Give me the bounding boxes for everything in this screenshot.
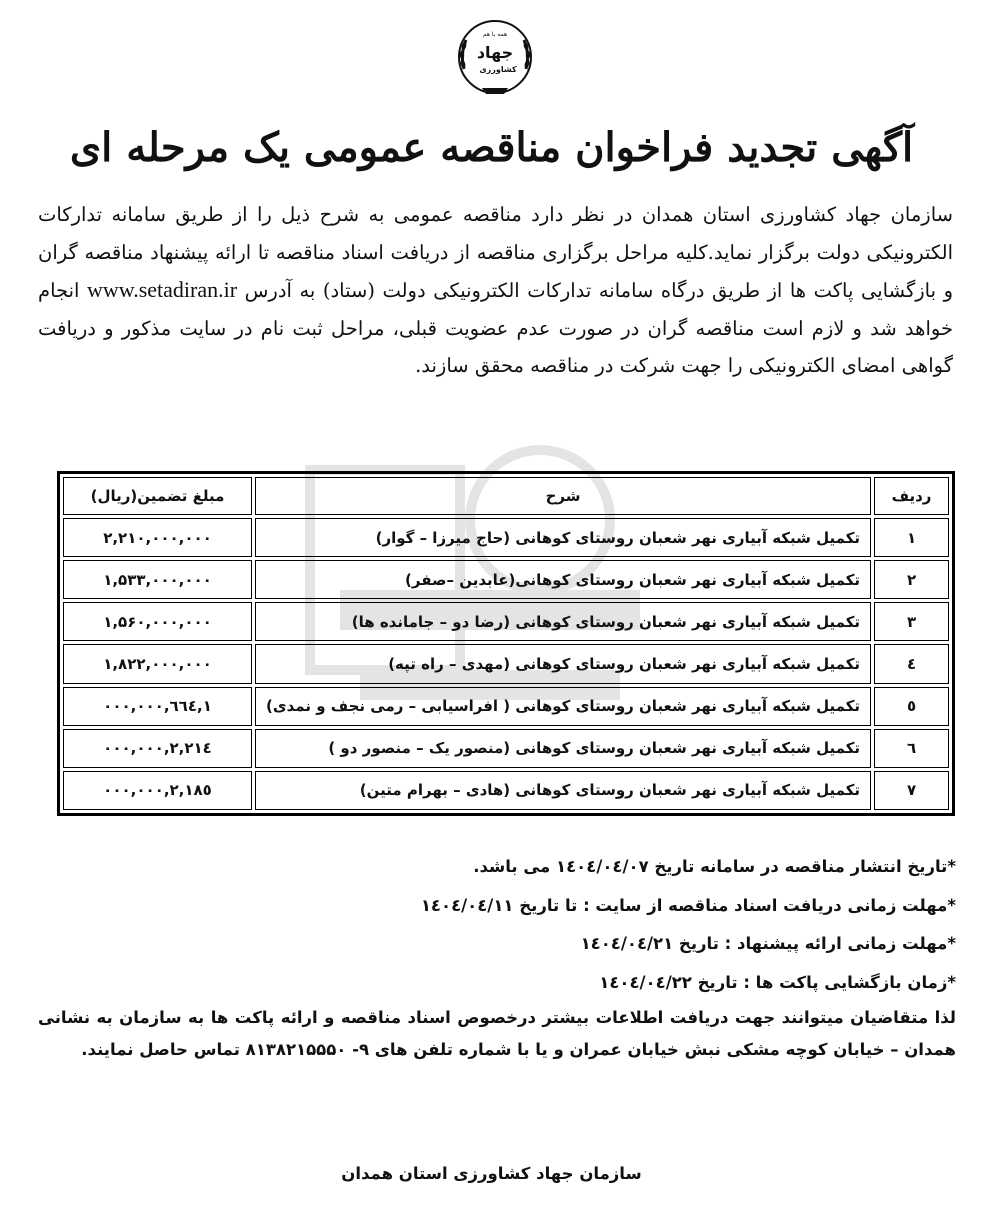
note-document-deadline: *مهلت زمانی دریافت اسناد مناقصه از سایت : تا تاریخ ۱٤۰٤/۰٤/۱۱	[420, 895, 956, 915]
row-description: تکمیل شبکه آبیاری نهر شعبان روستای کوهانی ( افراسیابی – رمی نجف و نمدی)	[255, 687, 871, 726]
row-guarantee-amount: ۲,۱۸٥,۰۰۰,۰۰۰	[63, 771, 252, 810]
intro-text-part2: انجام خواهد شد و لازم است مناقصه گران در صورت عدم عضویت قبلی، مراحل ثبت نام در سایت مذکور و دریافت گواهی امضای الکترونیکی را جهت شرکت در مناقصه محقق سازند.	[38, 279, 953, 377]
table-row	[63, 729, 949, 768]
row-guarantee-amount: ۱,۵۶۰,۰۰۰,۰۰۰	[63, 602, 252, 641]
row-description: تکمیل شبکه آبیاری نهر شعبان روستای کوهانی (هادی – بهرام متین)	[255, 771, 871, 810]
row-guarantee-amount: ۲,۲۱٤,۰۰۰,۰۰۰	[63, 729, 252, 768]
row-number: ۱	[874, 518, 949, 557]
header-row-number: ردیف	[874, 477, 949, 515]
table-row	[63, 518, 949, 557]
setad-url-link[interactable]: www.setadiran.ir	[86, 277, 238, 302]
row-guarantee-amount: ۱,۸۲۲,۰۰۰,۰۰۰	[63, 644, 252, 683]
table-row	[63, 771, 949, 810]
note-proposal-deadline: *مهلت زمانی ارائه پیشنهاد : تاریخ ۱٤۰٤/۰٤/۲۱	[580, 934, 956, 953]
logo-text-main: جهاد	[476, 43, 514, 62]
jihad-keshavarzi-emblem-icon	[452, 14, 538, 100]
row-description: تکمیل شبکه آبیاری نهر شعبان روستای کوهانی(عابدین –صفر)	[255, 560, 871, 599]
notice-title: آگهی تجدید فراخوان مناقصه عمومی یک مرحله ای	[69, 124, 914, 171]
tender-items-table	[57, 471, 955, 816]
logo-text-sub: کشاورزی	[479, 65, 517, 74]
issuer-signature: سازمان جهاد کشاورزی استان همدان	[341, 1164, 642, 1183]
intro-text-part1: سازمان جهاد کشاورزی استان همدان در نظر دارد مناقصه عمومی به شرح ذیل را از طریق سامانه تدارکات الکترونیکی دولت برگزار نماید.کلیه مراحل برگزاری مناقصه از دریافت اسناد مناقصه تا ارائه پیشنهاد مناقصه گران و بازگشایی پاکت ها از طریق درگاه سامانه تدارکات الکترونیکی دولت (ستاد) به آدرس	[38, 203, 953, 302]
row-number: ۷	[874, 771, 949, 810]
note-publish-date: *تاریخ انتشار مناقصه در سامانه تاریخ ۱٤۰٤/۰٤/۰۷ می باشد.	[473, 857, 956, 876]
row-number: ۲	[874, 560, 949, 599]
table-header-row	[63, 477, 949, 515]
row-guarantee-amount: ۱,٦٦٤,۰۰۰,۰۰۰	[63, 687, 252, 726]
row-number: ٤	[874, 644, 949, 683]
row-number: ٥	[874, 687, 949, 726]
row-number: ۳	[874, 602, 949, 641]
row-number: ٦	[874, 729, 949, 768]
intro-paragraph	[38, 196, 953, 385]
header-description: شرح	[255, 477, 871, 515]
row-description: تکمیل شبکه آبیاری نهر شعبان روستای کوهانی (مهدی – راه تپه)	[255, 644, 871, 683]
row-guarantee-amount: ۱,۵۳۳,۰۰۰,۰۰۰	[63, 560, 252, 599]
row-description: تکمیل شبکه آبیاری نهر شعبان روستای کوهانی (رضا دو – جامانده ها)	[255, 602, 871, 641]
logo-text-top: همه با هم	[482, 31, 508, 38]
closing-paragraph: لذا متقاضیان میتوانند جهت دریافت اطلاعات بیشتر درخصوص اسناد مناقصه و ارائه پاکت ها به سازمان به نشانی همدان – خیابان کوچه مشکی نبش خیابان عمران و یا با شماره تلفن های ۹- ۸۱۳۸۲۱۵۵۵۰ تماس حاصل نمایند.	[38, 1008, 956, 1059]
note-opening-date: *زمان بازگشایی پاکت ها : تاریخ ۱٤۰٤/۰٤/۲۲	[599, 972, 956, 992]
row-guarantee-amount: ۲,۲۱۰,۰۰۰,۰۰۰	[63, 518, 252, 557]
table-row	[63, 560, 949, 599]
row-description: تکمیل شبکه آبیاری نهر شعبان روستای کوهانی (حاج میرزا – گوار)	[255, 518, 871, 557]
header-guarantee-amount: مبلغ تضمین(ریال)	[63, 477, 252, 515]
table-row	[63, 687, 949, 726]
row-description: تکمیل شبکه آبیاری نهر شعبان روستای کوهانی (منصور یک – منصور دو )	[255, 729, 871, 768]
table-row	[63, 602, 949, 641]
notes-section	[38, 848, 956, 1066]
table-row	[63, 644, 949, 683]
